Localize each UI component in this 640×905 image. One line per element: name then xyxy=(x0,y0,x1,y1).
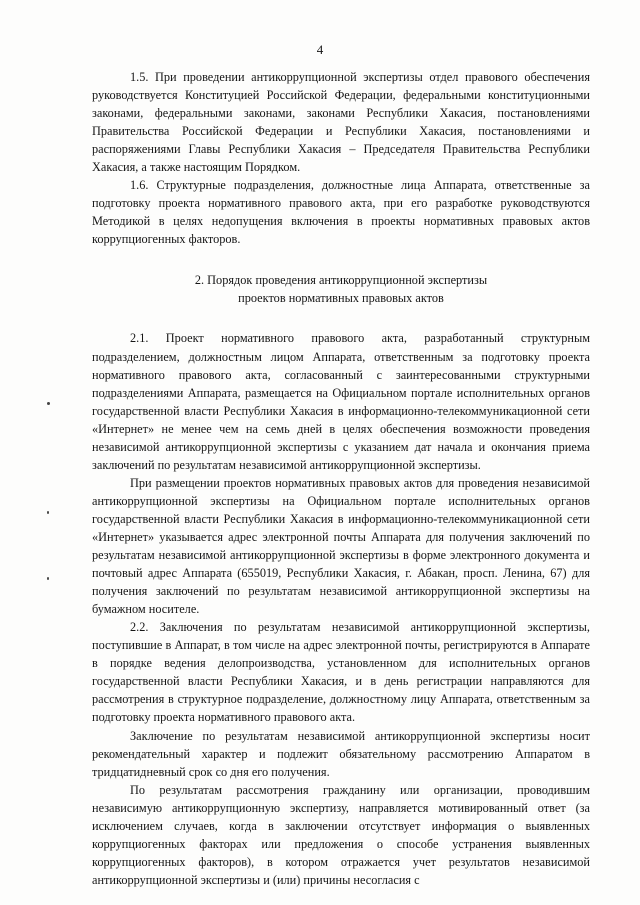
paragraph-2-2: 2.2. Заключения по результатам независимой антикоррупционной экспертизы, поступившие в Аппарат, в том числе на адрес электронной почты, регистрируются в Аппарате в порядке ведения делопроизводства, установленном для исполнительных органов государственной власти Республики Хакасия, и в день регистрации направляются для рассмотрения в структурное подразделение, должностному лицу Аппарата, ответственным за подготовку проекта нормативного правового акта. xyxy=(92,620,590,725)
paragraph-placement: При размещении проектов нормативных правовых актов для проведения независимой антикоррупционной экспертизы на Официальном портале исполнительных органов государственной власти Республики Хакасия в информационно-телекоммуникационной сети «Интернет» указывается адрес электронной почты Аппарата для получения заключений по результатам независимой антикоррупционной экспертизы в форме электронного документа и почтовый адрес Аппарата (655019, Республики Хакасия, г. Абакан, просп. Ленина, 67) для получения заключений по результатам независимой антикоррупционной экспертизы на бумажном носителе. xyxy=(92,475,590,617)
paragraph-1-5: 1.5. При проведении антикоррупционной экспертизы отдел правового обеспечения руководствуется Конституцией Российской Федерации, федеральными конституционными законами, федеральными законами, законами Республики Хакасия, постановлениями Правительства Российской Федерации и Республики Хакасия, постановлениями и распоряжениями Главы Республики Хакасия – Председателя Правительства Республики Хакасия, а также настоящим Порядком. xyxy=(92,70,590,175)
paragraph-conclusion: Заключение по результатам независимой антикоррупционной экспертизы носит рекомендательный характер и подлежит обязательному рассмотрению Аппаратом в тридцатидневный срок со дня его получения. xyxy=(92,728,590,779)
scan-speck xyxy=(47,511,49,514)
page-number: 4 xyxy=(316,42,324,57)
document-body xyxy=(92,68,590,889)
section-2-heading-line-1: 2. Порядок проведения антикоррупционной экспертизы xyxy=(194,273,488,288)
paragraph-1-6: 1.6. Структурные подразделения, должностные лица Аппарата, ответственные за подготовку проекта нормативного правового акта, при его разработке руководствуются Методикой в целях недопущения включения в проекты нормативных правовых актов коррупциогенных факторов. xyxy=(92,178,590,247)
scan-speck xyxy=(47,577,49,580)
scan-speck xyxy=(47,402,50,405)
paragraph-2-1: 2.1. Проект нормативного правового акта, разработанный структурным подразделением, должностным лицом Аппарата, ответственным за подготовку проекта нормативного правового акта, согласованный с заинтересованными структурными подразделениями Аппарата, размещается на Официальном портале исполнительных органов государственной власти Республики Хакасия в информационно-телекоммуникационной сети «Интернет» не менее чем на семь дней в целях обеспечения возможности проведения независимой антикоррупционной экспертизы с указанием дат начала и окончания приема заключений по результатам независимой антикоррупционной экспертизы. xyxy=(92,331,590,472)
section-2-heading-line-2: проектов нормативных правовых актов xyxy=(238,291,444,306)
paragraph-response: По результатам рассмотрения гражданину или организации, проводившим независимую антикоррупционную экспертизу, направляется мотивированный ответ (за исключением случаев, когда в заключении отсутствует информация о выявленных коррупциогенных факторах или предложения о способе устранения выявленных коррупциогенных факторов), в котором отражается учет результатов независимой антикоррупционной экспертизы и (или) причины несогласия с xyxy=(92,782,590,887)
section-2-heading xyxy=(92,271,590,307)
